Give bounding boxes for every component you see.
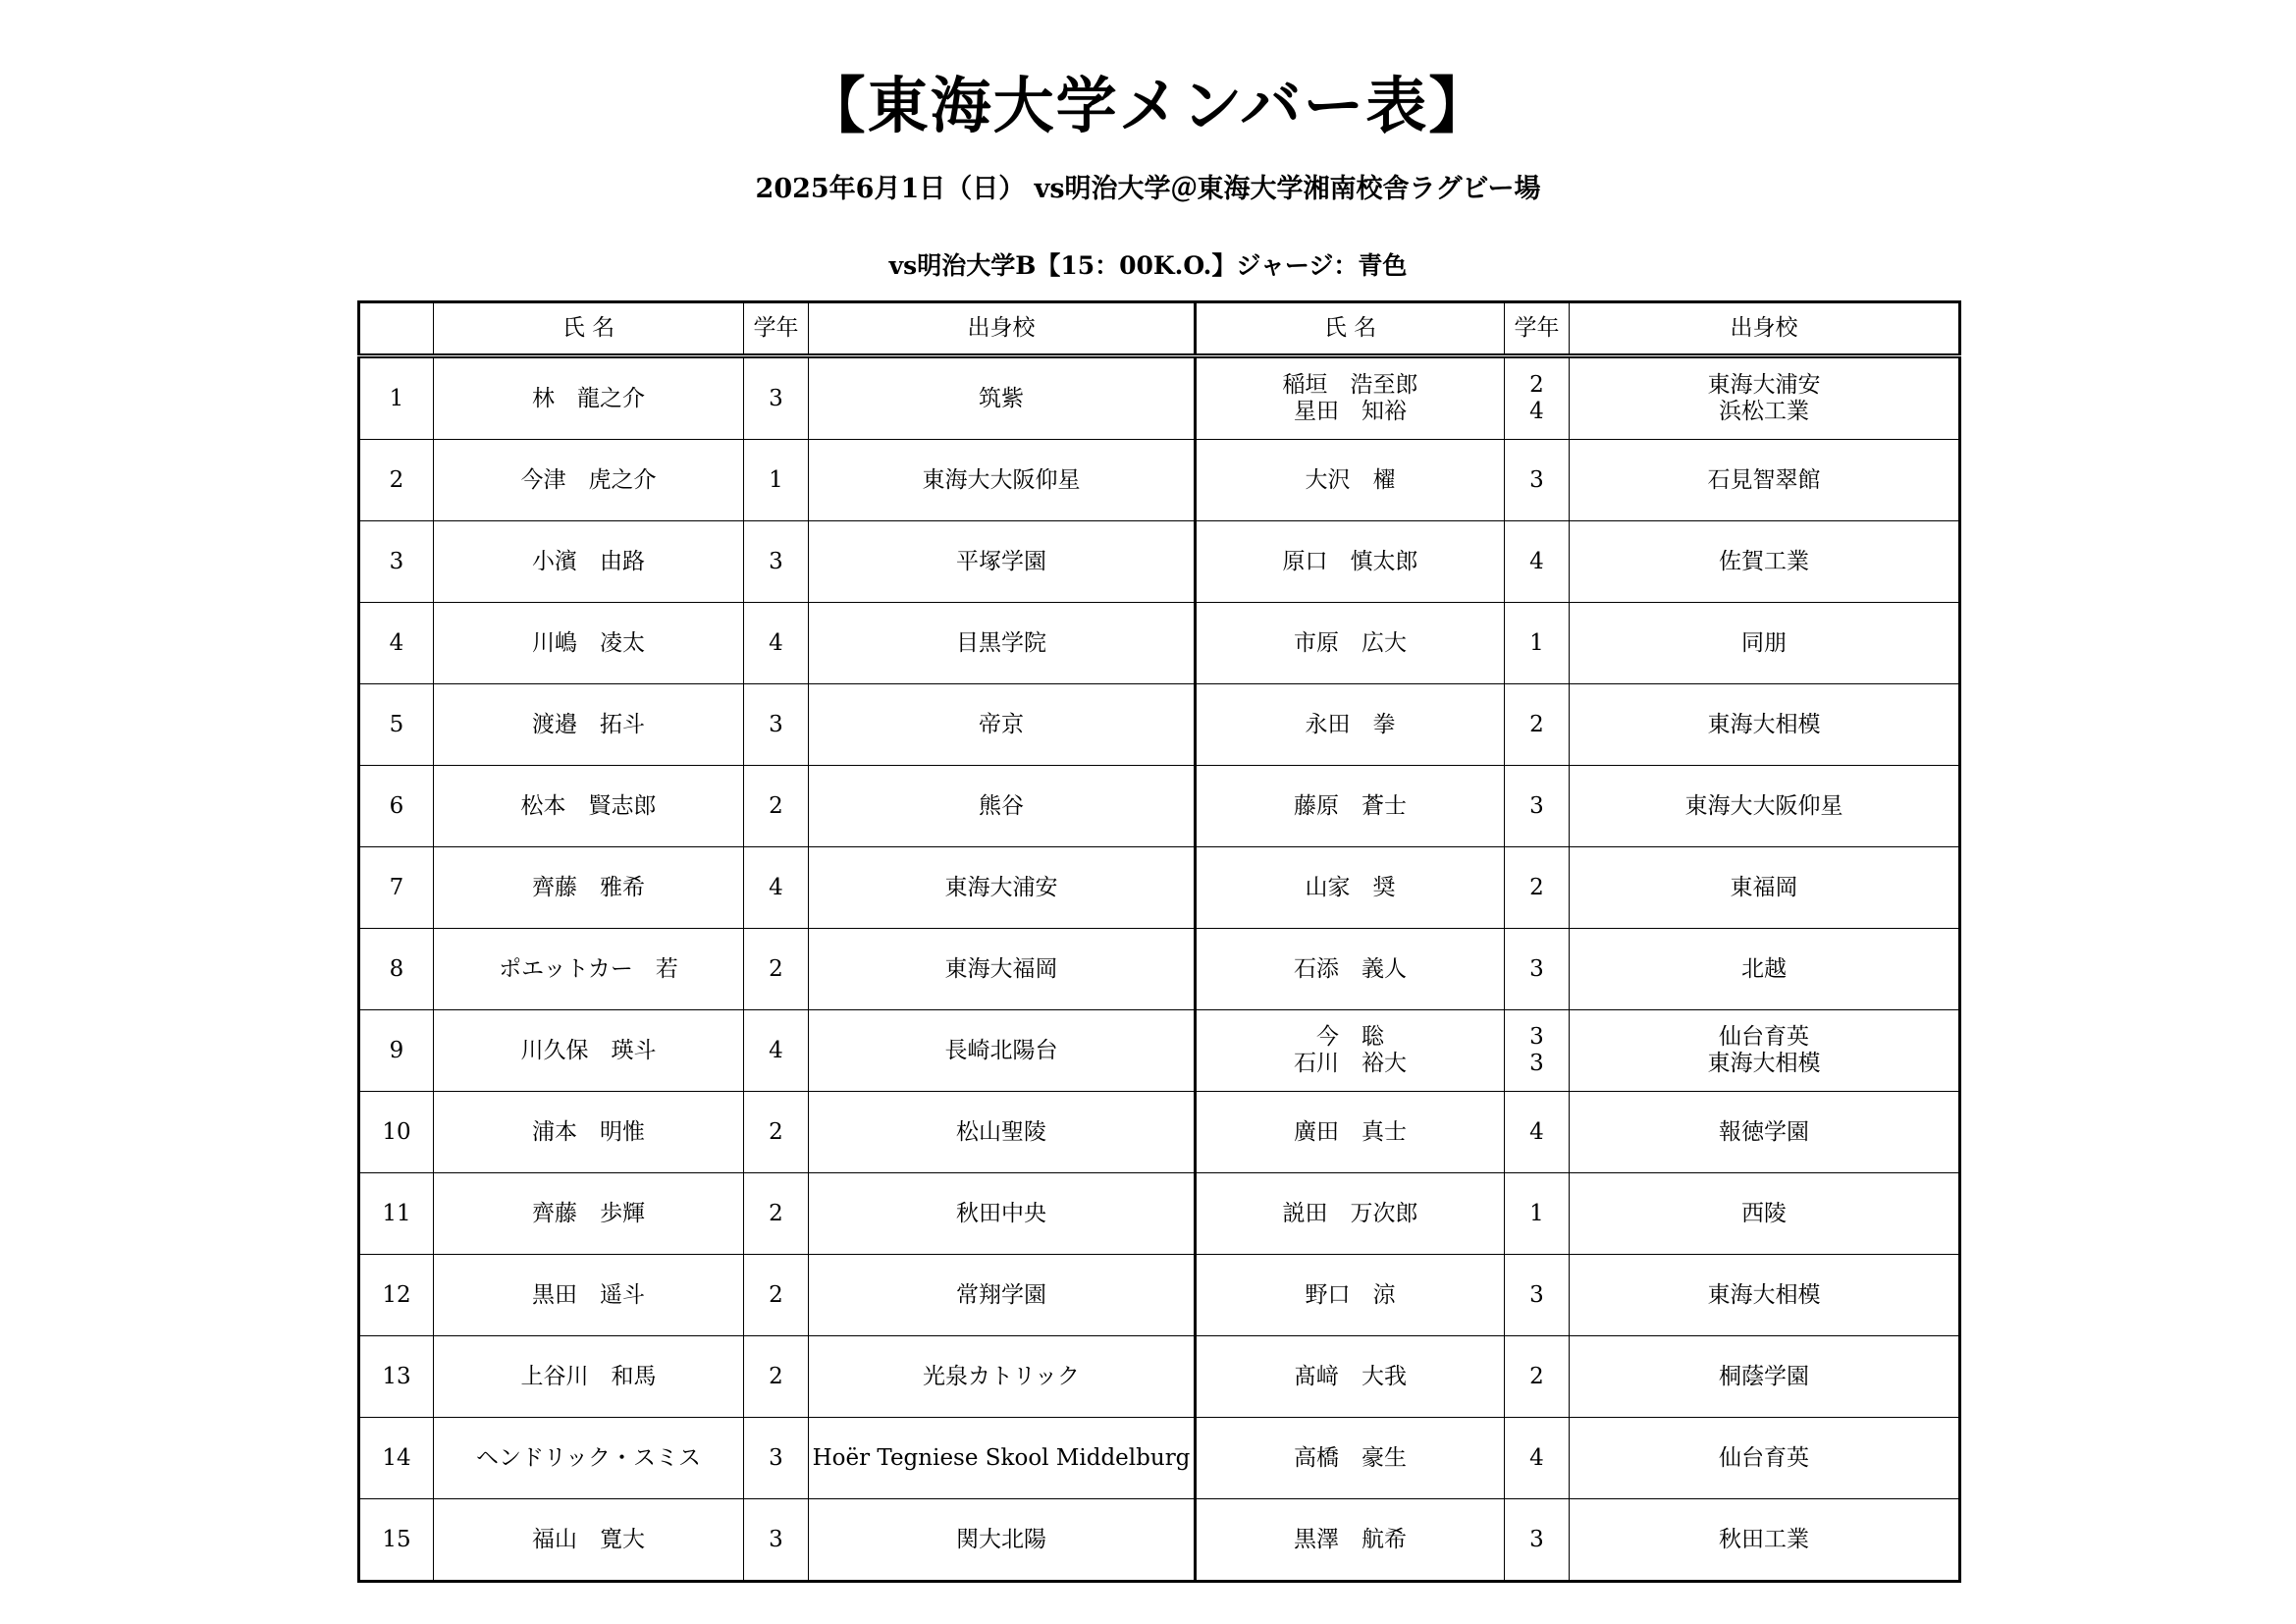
sub-player-grade: 3 <box>1529 466 1544 493</box>
player-name: 林 龍之介 <box>434 356 744 440</box>
player-grade: 2 <box>744 1255 809 1336</box>
sub-player-grade: 4 <box>1529 548 1544 574</box>
header-sub-grade: 学年 <box>1505 302 1570 356</box>
table-row <box>359 603 1960 684</box>
sub-player-school: 東海大相模 <box>1707 711 1821 737</box>
sub-player-name: 藤原 蒼士 <box>1294 792 1407 819</box>
sub-player-school: 浜松工業 <box>1719 399 1809 424</box>
sub-player-school-cell <box>1570 521 1960 603</box>
sub-player-grade: 4 <box>1529 1444 1544 1471</box>
sub-player-name-cell <box>1196 603 1505 684</box>
player-name: 小濱 由路 <box>434 521 744 603</box>
player-name: 黒田 遥斗 <box>434 1255 744 1336</box>
sub-player-school: 報徳学園 <box>1719 1118 1809 1145</box>
sub-player-name: 稲垣 浩至郎 <box>1282 372 1418 398</box>
row-number: 9 <box>359 1010 434 1092</box>
player-grade: 1 <box>744 440 809 521</box>
player-school: 東海大福岡 <box>809 929 1196 1010</box>
player-school: 常翔学園 <box>809 1255 1196 1336</box>
player-name: 松本 賢志郎 <box>434 766 744 847</box>
sub-player-school-cell <box>1570 1255 1960 1336</box>
player-grade: 3 <box>744 521 809 603</box>
player-school: 熊谷 <box>809 766 1196 847</box>
sub-player-grade-cell <box>1505 356 1570 440</box>
sub-player-school-cell <box>1570 766 1960 847</box>
player-school: 帝京 <box>809 684 1196 766</box>
sub-player-grade-cell <box>1505 603 1570 684</box>
row-number: 4 <box>359 603 434 684</box>
row-number: 8 <box>359 929 434 1010</box>
sub-player-grade: 3 <box>1529 1281 1544 1308</box>
player-name: 上谷川 和馬 <box>434 1336 744 1418</box>
table-row <box>359 1336 1960 1418</box>
sub-player-school: 仙台育英 <box>1719 1024 1809 1050</box>
player-grade: 4 <box>744 603 809 684</box>
sub-player-school: 西陵 <box>1741 1200 1787 1226</box>
sub-player-name-cell <box>1196 1255 1505 1336</box>
sub-player-school-cell <box>1570 1092 1960 1173</box>
game-info: vs明治大学B【15：00K.O.】ジャージ：青色 <box>888 251 1408 280</box>
sub-player-name-cell <box>1196 1499 1505 1582</box>
sub-player-school-cell <box>1570 1010 1960 1092</box>
sub-player-name-cell <box>1196 1173 1505 1255</box>
player-school: 松山聖陵 <box>809 1092 1196 1173</box>
sub-player-school-cell <box>1570 1336 1960 1418</box>
player-school: 秋田中央 <box>809 1173 1196 1255</box>
player-grade: 2 <box>744 1336 809 1418</box>
player-grade: 3 <box>744 1418 809 1499</box>
sub-player-school: 東海大相模 <box>1707 1051 1821 1076</box>
header-school: 出身校 <box>809 302 1196 356</box>
sub-player-school: 同朋 <box>1741 629 1787 656</box>
player-name: 渡邉 拓斗 <box>434 684 744 766</box>
player-name: 齊藤 歩輝 <box>434 1173 744 1255</box>
player-grade: 3 <box>744 1499 809 1582</box>
sub-player-grade-cell <box>1505 1255 1570 1336</box>
sub-player-grade: 2 <box>1529 874 1544 900</box>
row-number: 11 <box>359 1173 434 1255</box>
sub-player-grade-cell <box>1505 1336 1570 1418</box>
sub-player-school: 佐賀工業 <box>1719 548 1809 574</box>
player-school: 長崎北陽台 <box>809 1010 1196 1092</box>
header-grade: 学年 <box>744 302 809 356</box>
sub-player-name: 石添 義人 <box>1294 955 1407 982</box>
table-row <box>359 1418 1960 1499</box>
table-row <box>359 1010 1960 1092</box>
sub-player-name: 山家 奨 <box>1305 874 1396 900</box>
sub-player-school: 北越 <box>1741 955 1787 982</box>
table-row <box>359 1092 1960 1173</box>
player-school: 東海大大阪仰星 <box>809 440 1196 521</box>
sub-player-grade: 3 <box>1529 1024 1544 1050</box>
row-number: 10 <box>359 1092 434 1173</box>
row-number: 1 <box>359 356 434 440</box>
sub-player-name-cell <box>1196 356 1505 440</box>
player-grade: 2 <box>744 1092 809 1173</box>
row-number: 7 <box>359 847 434 929</box>
table-row <box>359 521 1960 603</box>
sub-player-grade-cell <box>1505 1499 1570 1582</box>
table-row <box>359 440 1960 521</box>
player-grade: 3 <box>744 356 809 440</box>
sub-player-grade-cell <box>1505 847 1570 929</box>
sub-player-grade-cell <box>1505 684 1570 766</box>
sub-player-name-cell <box>1196 684 1505 766</box>
header-sub-name: 氏 名 <box>1196 302 1505 356</box>
sub-player-name-cell <box>1196 929 1505 1010</box>
sub-player-grade: 3 <box>1529 955 1544 982</box>
sub-player-name-cell <box>1196 440 1505 521</box>
sub-player-grade: 3 <box>1529 1051 1544 1076</box>
header-name: 氏 名 <box>434 302 744 356</box>
sub-player-name-cell <box>1196 521 1505 603</box>
sub-player-grade: 2 <box>1529 711 1544 737</box>
table-row <box>359 356 1960 440</box>
player-grade: 2 <box>744 766 809 847</box>
sub-player-name: 黒澤 航希 <box>1294 1526 1407 1552</box>
player-name: 浦本 明惟 <box>434 1092 744 1173</box>
player-name: 川嶋 凌太 <box>434 603 744 684</box>
sub-player-school-cell <box>1570 847 1960 929</box>
sub-player-name: 原口 慎太郎 <box>1282 548 1418 574</box>
sub-player-school: 石見智翠館 <box>1707 466 1821 493</box>
sub-player-name-cell <box>1196 1336 1505 1418</box>
sub-player-grade-cell <box>1505 1418 1570 1499</box>
player-school: 目黒学院 <box>809 603 1196 684</box>
page-title: 【東海大学メンバー表】 <box>804 70 1492 141</box>
player-name: 齊藤 雅希 <box>434 847 744 929</box>
player-school: 光泉カトリック <box>809 1336 1196 1418</box>
player-name: ヘンドリック・スミス <box>434 1418 744 1499</box>
row-number: 13 <box>359 1336 434 1418</box>
sub-player-grade-cell <box>1505 1173 1570 1255</box>
sub-player-school: 東海大浦安 <box>1707 372 1821 398</box>
table-row <box>359 1499 1960 1582</box>
table-body <box>359 356 1960 1582</box>
player-name: 今津 虎之介 <box>434 440 744 521</box>
player-school: Hoër Tegniese Skool Middelburg <box>809 1418 1196 1499</box>
player-name: 福山 寛大 <box>434 1499 744 1582</box>
row-number: 15 <box>359 1499 434 1582</box>
player-grade: 2 <box>744 929 809 1010</box>
match-info: 2025年6月1日（日） vs明治大学＠東海大学湘南校舎ラグビー場 <box>755 174 1541 204</box>
sub-player-name-cell <box>1196 766 1505 847</box>
sub-player-name: 説田 万次郎 <box>1282 1200 1418 1226</box>
sub-player-grade: 2 <box>1529 1363 1544 1389</box>
sub-player-grade: 3 <box>1529 792 1544 819</box>
row-number: 5 <box>359 684 434 766</box>
row-number: 2 <box>359 440 434 521</box>
sub-player-name: 高橋 豪生 <box>1294 1444 1407 1471</box>
row-number: 12 <box>359 1255 434 1336</box>
sub-player-name: 大沢 櫂 <box>1305 466 1396 493</box>
table-row <box>359 847 1960 929</box>
sub-player-name: 廣田 真士 <box>1294 1118 1407 1145</box>
player-school: 関大北陽 <box>809 1499 1196 1582</box>
sub-player-school: 仙台育英 <box>1719 1444 1809 1471</box>
sub-player-grade: 1 <box>1529 1200 1544 1226</box>
member-table <box>357 300 1961 1583</box>
player-grade: 2 <box>744 1173 809 1255</box>
player-name: ポエットカー 若 <box>434 929 744 1010</box>
sub-player-school: 東海大相模 <box>1707 1281 1821 1308</box>
sub-player-grade-cell <box>1505 440 1570 521</box>
sub-player-name: 永田 拳 <box>1305 711 1396 737</box>
player-school: 東海大浦安 <box>809 847 1196 929</box>
sub-player-name-cell <box>1196 1418 1505 1499</box>
table-header-row <box>359 302 1960 356</box>
sub-player-name: 髙﨑 大我 <box>1294 1363 1407 1389</box>
sub-player-name: 市原 広大 <box>1294 629 1407 656</box>
sub-player-name: 星田 知裕 <box>1294 399 1407 424</box>
sub-player-school-cell <box>1570 684 1960 766</box>
sub-player-school-cell <box>1570 929 1960 1010</box>
sub-player-school: 東福岡 <box>1730 874 1798 900</box>
sub-player-name: 野口 涼 <box>1305 1281 1396 1308</box>
player-school: 筑紫 <box>809 356 1196 440</box>
sub-player-grade: 1 <box>1529 629 1544 656</box>
sub-player-school-cell <box>1570 440 1960 521</box>
table-row <box>359 766 1960 847</box>
sub-player-grade: 2 <box>1529 372 1544 398</box>
table-row <box>359 1173 1960 1255</box>
row-number: 6 <box>359 766 434 847</box>
header-number <box>359 302 434 356</box>
sub-player-school: 東海大大阪仰星 <box>1684 792 1843 819</box>
player-school: 平塚学園 <box>809 521 1196 603</box>
player-grade: 4 <box>744 847 809 929</box>
sub-player-name: 石川 裕大 <box>1294 1051 1407 1076</box>
sub-player-grade: 3 <box>1529 1526 1544 1552</box>
sub-player-grade: 4 <box>1529 399 1544 424</box>
table-row <box>359 1255 1960 1336</box>
player-name: 川久保 瑛斗 <box>434 1010 744 1092</box>
sub-player-name: 今 聡 <box>1316 1024 1384 1050</box>
row-number: 14 <box>359 1418 434 1499</box>
header-sub-school: 出身校 <box>1570 302 1960 356</box>
table-row <box>359 929 1960 1010</box>
sub-player-school-cell <box>1570 1499 1960 1582</box>
player-grade: 3 <box>744 684 809 766</box>
sub-player-school-cell <box>1570 603 1960 684</box>
sub-player-grade-cell <box>1505 1010 1570 1092</box>
sub-player-school: 桐蔭学園 <box>1719 1363 1809 1389</box>
sub-player-name-cell <box>1196 1010 1505 1092</box>
row-number: 3 <box>359 521 434 603</box>
sub-player-grade-cell <box>1505 766 1570 847</box>
sub-player-grade: 4 <box>1529 1118 1544 1145</box>
sub-player-name-cell <box>1196 847 1505 929</box>
sub-player-grade-cell <box>1505 521 1570 603</box>
sub-player-grade-cell <box>1505 1092 1570 1173</box>
sub-player-school-cell <box>1570 1173 1960 1255</box>
sub-player-school: 秋田工業 <box>1719 1526 1809 1552</box>
sub-player-name-cell <box>1196 1092 1505 1173</box>
sub-player-grade-cell <box>1505 929 1570 1010</box>
table-row <box>359 684 1960 766</box>
sub-player-school-cell <box>1570 1418 1960 1499</box>
sub-player-school-cell <box>1570 356 1960 440</box>
player-grade: 4 <box>744 1010 809 1092</box>
